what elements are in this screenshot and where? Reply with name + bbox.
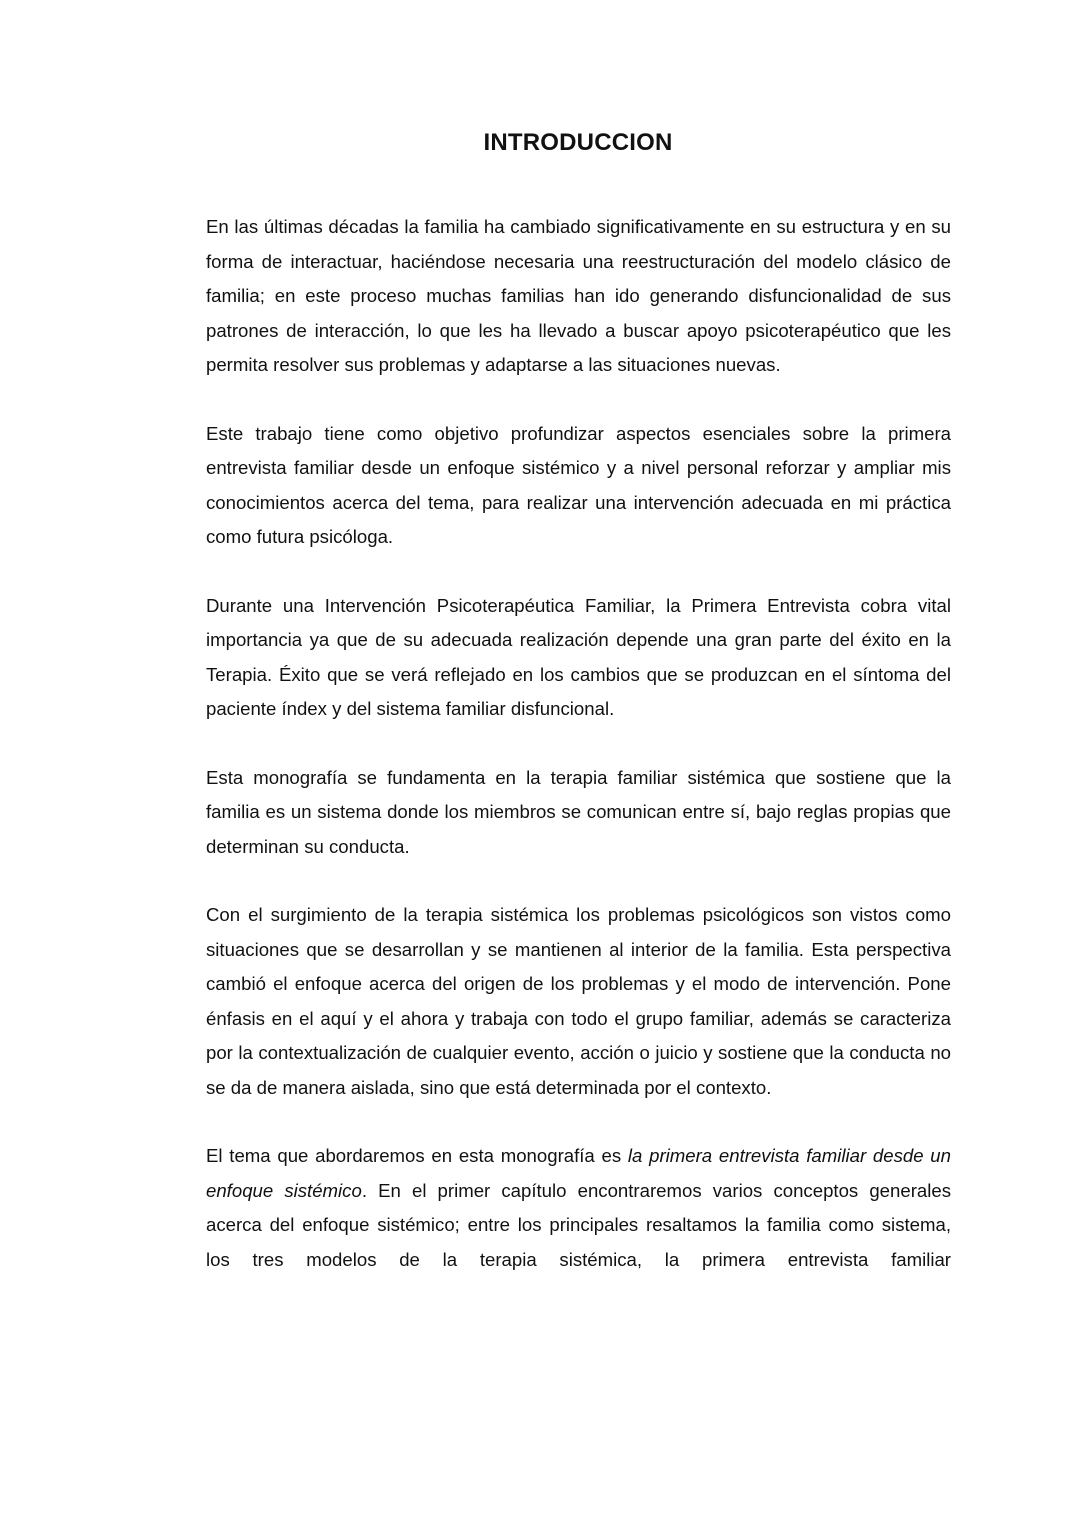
paragraph-5: Con el surgimiento de la terapia sistémica los problemas psicológicos son vistos como situaciones que se desarrollan y se mantienen al interior de la familia. Esta perspectiva cambió el enfoque acerca del origen de los problemas y el modo de intervención. Pone énfasis en el aquí y el ahora y trabaja con todo el grupo familiar, además se caracteriza por la contextualización de cualquier evento, acción o juicio y sostiene que la conducta no se da de manera aislada, sino que está determinada por el contexto. (206, 904, 951, 1098)
paragraph-6-text-start: El tema que abordaremos en esta monografía es (206, 1145, 628, 1166)
paragraph-4: Esta monografía se fundamenta en la terapia familiar sistémica que sostiene que la familia es un sistema donde los miembros se comunican entre sí, bajo reglas propias que determinan su conducta. (206, 766, 951, 857)
document-body (206, 210, 951, 1311)
page-title: INTRODUCCION (483, 129, 673, 156)
paragraph-3: Durante una Intervención Psicoterapéutica Familiar, la Primera Entrevista cobra vital importancia ya que de su adecuada realización depende una gran parte del éxito en la Terapia. Éxito que se verá reflejado en los cambios que se produzcan en el síntoma del paciente índex y del sistema familiar disfuncional. (206, 594, 951, 719)
paragraph-1: En las últimas décadas la familia ha cambiado significativamente en su estructura y en su forma de interactuar, haciéndose necesaria una reestructuración del modelo clásico de familia; en este proceso muchas familias han ido generando disfuncionalidad de sus patrones de interacción, lo que les ha llevado a buscar apoyo psicoterapéutico que les permita resolver sus problemas y adaptarse a las situaciones nuevas. (206, 216, 951, 375)
paragraph-2: Este trabajo tiene como objetivo profundizar aspectos esenciales sobre la primera entrevista familiar desde un enfoque sistémico y a nivel personal reforzar y ampliar mis conocimientos acerca del tema, para realizar una intervención adecuada en mi práctica como futura psicóloga. (206, 422, 951, 547)
paragraph-6 (206, 1139, 951, 1277)
paragraph-6-italic-topic: la primera entrevista familiar desde un enfoque sistémico (206, 1145, 951, 1201)
paragraph-6-text-end: . En el primer capítulo encontraremos varios conceptos generales acerca del enfoque sistémico; entre los principales resaltamos la familia como sistema, los tres modelos de la terapia sistémica, la primera entrevista familiar (206, 1179, 952, 1270)
